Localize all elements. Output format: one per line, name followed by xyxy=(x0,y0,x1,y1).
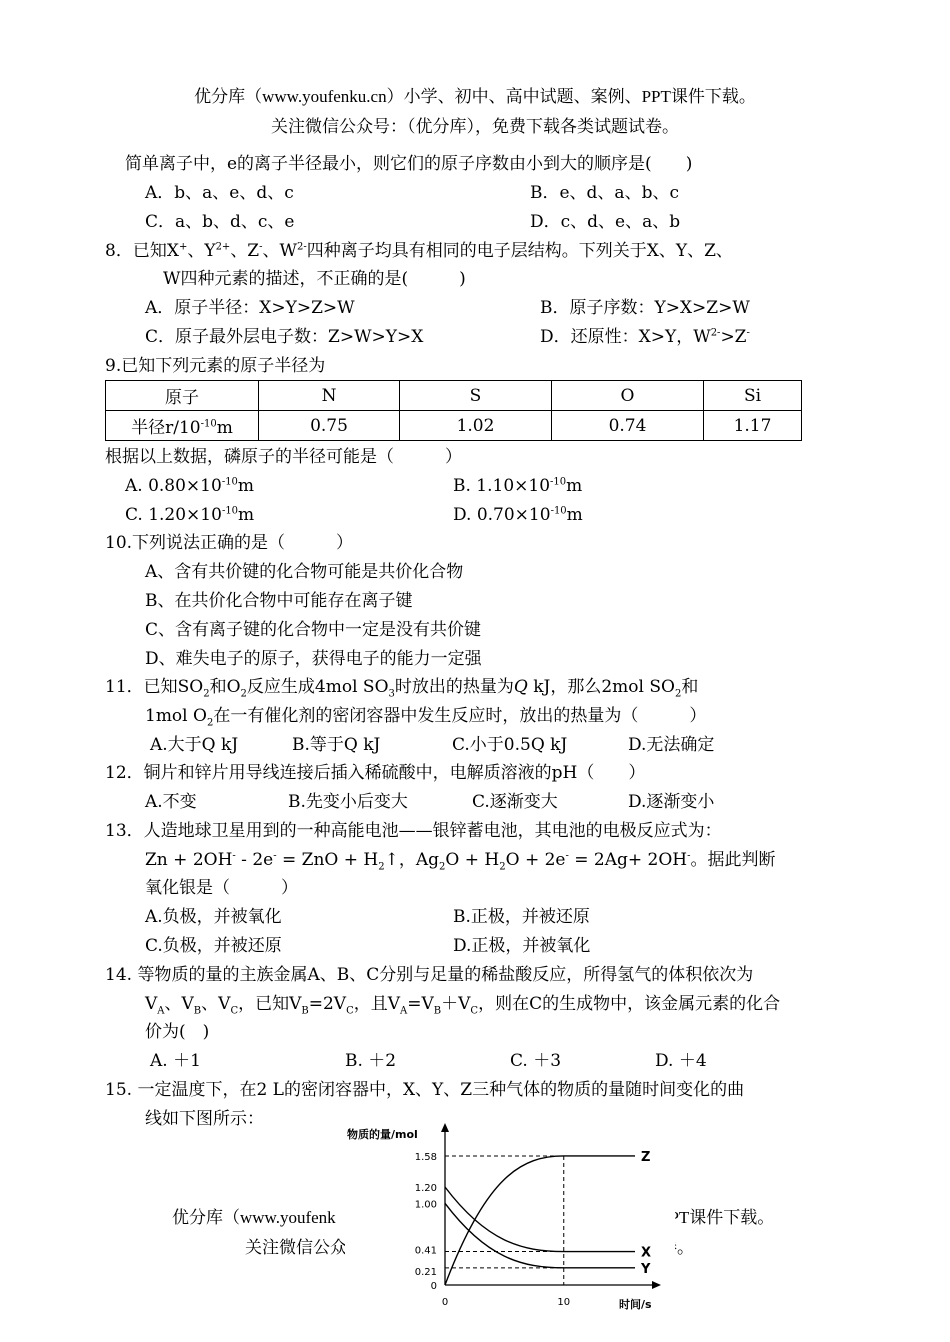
y-axis-arrow xyxy=(441,1123,449,1132)
q7-option-c: C．a、b、d、c、e xyxy=(145,212,295,232)
table-cell: 半径$r/10^{-10}m$ xyxy=(106,411,259,441)
x-tick-label: 10 xyxy=(557,1297,571,1308)
q13-equation: Zn + 2OH- - 2e- = ZnO + $H_2↑$，$Ag_2O + H_2O + 2e^- = 2Ag+ 2OH^-$。据此判断 xyxy=(145,850,776,873)
q9-question: 根据以上数据，磷原子的半径可能是（ ） xyxy=(105,447,462,467)
q14-option-d: D. ＋4 xyxy=(655,1051,707,1071)
header-line-1: 优分库（www.youfenku.cn）小学、初中、高中试题、案例、PPT课件下载。 xyxy=(194,87,756,106)
series-label-x: X xyxy=(641,1245,652,1261)
table-cell: 1.02 xyxy=(400,411,552,441)
q13-option-c: C.负极，并被还原 xyxy=(145,936,282,956)
series-line-x xyxy=(445,1187,635,1252)
q14-option-c: C. ＋3 xyxy=(510,1051,562,1071)
series-line-y xyxy=(445,1203,635,1268)
q7-option-b: B．e、d、a、b、c xyxy=(530,183,679,203)
q9-option-d: D. $0.70\times 10^{-10}m$ xyxy=(453,505,583,525)
x-axis-label: 时间/s xyxy=(619,1298,652,1311)
y-tick-label: 0.41 xyxy=(414,1245,437,1257)
table-cell: S xyxy=(400,381,552,411)
y-tick-labels xyxy=(415,1152,437,1292)
y-axis-label: 物质的量/mol xyxy=(347,1128,418,1141)
footer-line-1-left: 优分库（www.youfenk xyxy=(172,1208,336,1227)
table-row xyxy=(106,411,802,441)
y-tick-label: 1.58 xyxy=(414,1151,437,1163)
q14-stem: 14. 等物质的量的主族金属A、B、C分别与足量的稀盐酸反应，所得氢气的体积依次为 xyxy=(105,965,754,985)
q7-stem: 简单离子中，e的离子半径最小，则它们的原子序数由小到大的顺序是( ) xyxy=(125,154,693,174)
q14-stem-line-2: $V_A$、$V_B$、$V_C$，已知$V_B=2V_C$，且$V_A=V_B+V_C$，则在C的生成物中，该金属元素的化合 xyxy=(145,994,781,1017)
q12-option-d: D.逐渐变小 xyxy=(628,792,715,812)
atomic-radius-table xyxy=(105,380,802,441)
q13-option-b: B.正极，并被还原 xyxy=(453,907,590,927)
q11-option-d: D.无法确定 xyxy=(628,735,715,755)
q15-stem: 15. 一定温度下，在2 L的密闭容器中，X、Y、Z三种气体的物质的量随时间变化的曲 xyxy=(105,1080,745,1100)
q11-stem: 11．已知$SO_2$和$O_2$反应生成4mol $SO_3$时放出的热量为Q kJ，那么2mol $SO_2$和 xyxy=(105,677,699,700)
y-tick-label: 0 xyxy=(430,1281,437,1292)
q8-option-a: A．原子半径：X>Y>Z>W xyxy=(145,298,355,318)
table-cell: Si xyxy=(704,381,802,411)
amount-time-chart xyxy=(345,1118,675,1318)
table-header-row xyxy=(106,381,802,411)
q8-stem-line-2: W四种元素的描述，不正确的是( ) xyxy=(163,269,466,289)
series-label-y: Y xyxy=(641,1261,651,1277)
y-tick-label: 0.21 xyxy=(414,1266,437,1278)
table-cell: 0.74 xyxy=(552,411,704,441)
q12-stem: 12．铜片和锌片用导线连接后插入稀硫酸中，电解质溶液的pH（ ） xyxy=(105,763,646,783)
q12-option-b: B.先变小后变大 xyxy=(288,792,408,812)
table-cell: 原子 xyxy=(106,381,259,411)
q7-option-a: A．b、a、e、d、c xyxy=(145,183,294,203)
q8-option-d: D．还原性：X>Y，$W^{2-}>Z^-$ xyxy=(540,327,750,347)
q9-option-a: A. $0.80\times 10^{-10}m$ xyxy=(125,476,255,496)
q13-stem: 13．人造地球卫星用到的一种高能电池——银锌蓄电池，其电池的电极反应式为： xyxy=(105,821,722,841)
q10-option-c: C、含有离子键的化合物中一定是没有共价键 xyxy=(145,620,482,640)
q10-stem: 10.下列说法正确的是（ ） xyxy=(105,533,354,553)
x-axis-arrow xyxy=(652,1281,661,1289)
q7-option-d: D．c、d、e、a、b xyxy=(530,212,681,232)
table-cell: 0.75 xyxy=(259,411,400,441)
table-cell: N xyxy=(259,381,400,411)
series-curves xyxy=(445,1156,635,1285)
footer-line-2-right: 卷。 xyxy=(660,1238,694,1258)
q8-option-b: B．原子序数：Y>X>Z>W xyxy=(540,298,750,318)
y-tick-label: 1.00 xyxy=(414,1199,437,1211)
table-cell: O xyxy=(552,381,704,411)
q10-option-b: B、在共价化合物中可能存在离子键 xyxy=(145,591,413,611)
q9-option-c: C. $1.20\times 10^{-10}m$ xyxy=(125,505,255,525)
q9-stem: 9.已知下列元素的原子半径为 xyxy=(105,356,326,376)
q10-option-a: A、含有共价键的化合物可能是共价化合物 xyxy=(145,562,464,582)
q11-option-b: B.等于Q kJ xyxy=(292,735,381,755)
q8-stem: 8．已知X+、$Y^{2+}$、Z-、$W^{2-}$四种离子均具有相同的电子层结构。下列关于X、Y、Z、 xyxy=(105,241,733,261)
q8-option-c: C．原子最外层电子数：Z>W>Y>X xyxy=(145,327,424,347)
q14-stem-line-3: 价为( ) xyxy=(145,1022,210,1042)
q14-option-b: B. ＋2 xyxy=(345,1051,397,1071)
q11-option-a: A.大于Q kJ xyxy=(150,735,239,755)
header-line-2: 关注微信公众号：（优分库），免费下载各类试题试卷。 xyxy=(271,117,679,136)
q10-option-d: D、难失电子的原子，获得电子的能力一定强 xyxy=(145,649,482,669)
guide-lines xyxy=(445,1156,564,1285)
series-label-z: Z xyxy=(641,1149,651,1165)
table-cell: 1.17 xyxy=(704,411,802,441)
q9-option-b: B. $1.10\times 10^{-10}m$ xyxy=(453,476,583,496)
q12-option-a: A.不变 xyxy=(145,792,197,812)
series-labels xyxy=(640,1150,651,1277)
q13-option-a: A.负极，并被氧化 xyxy=(145,907,282,927)
x-tick-labels xyxy=(442,1297,570,1308)
footer-line-1-right: PPT课件下载。 xyxy=(660,1208,775,1227)
q11-stem-line-2: 1mol $O_2$在一有催化剂的密闭容器中发生反应时，放出的热量为（ ） xyxy=(145,706,707,729)
q12-option-c: C.逐渐变大 xyxy=(472,792,558,812)
y-tick-label: 1.20 xyxy=(414,1183,437,1194)
q13-option-d: D.正极，并被氧化 xyxy=(453,936,591,956)
footer-line-2-left: 关注微信公众 xyxy=(245,1238,347,1258)
q15-stem-line-2: 线如下图所示： xyxy=(145,1109,264,1129)
q14-option-a: A. ＋1 xyxy=(150,1051,201,1071)
x-tick-label: 0 xyxy=(441,1297,449,1308)
q13-stem-line-3: 氧化银是（ ） xyxy=(145,878,298,898)
q11-option-c: C.小于0.5Q kJ xyxy=(452,735,568,755)
